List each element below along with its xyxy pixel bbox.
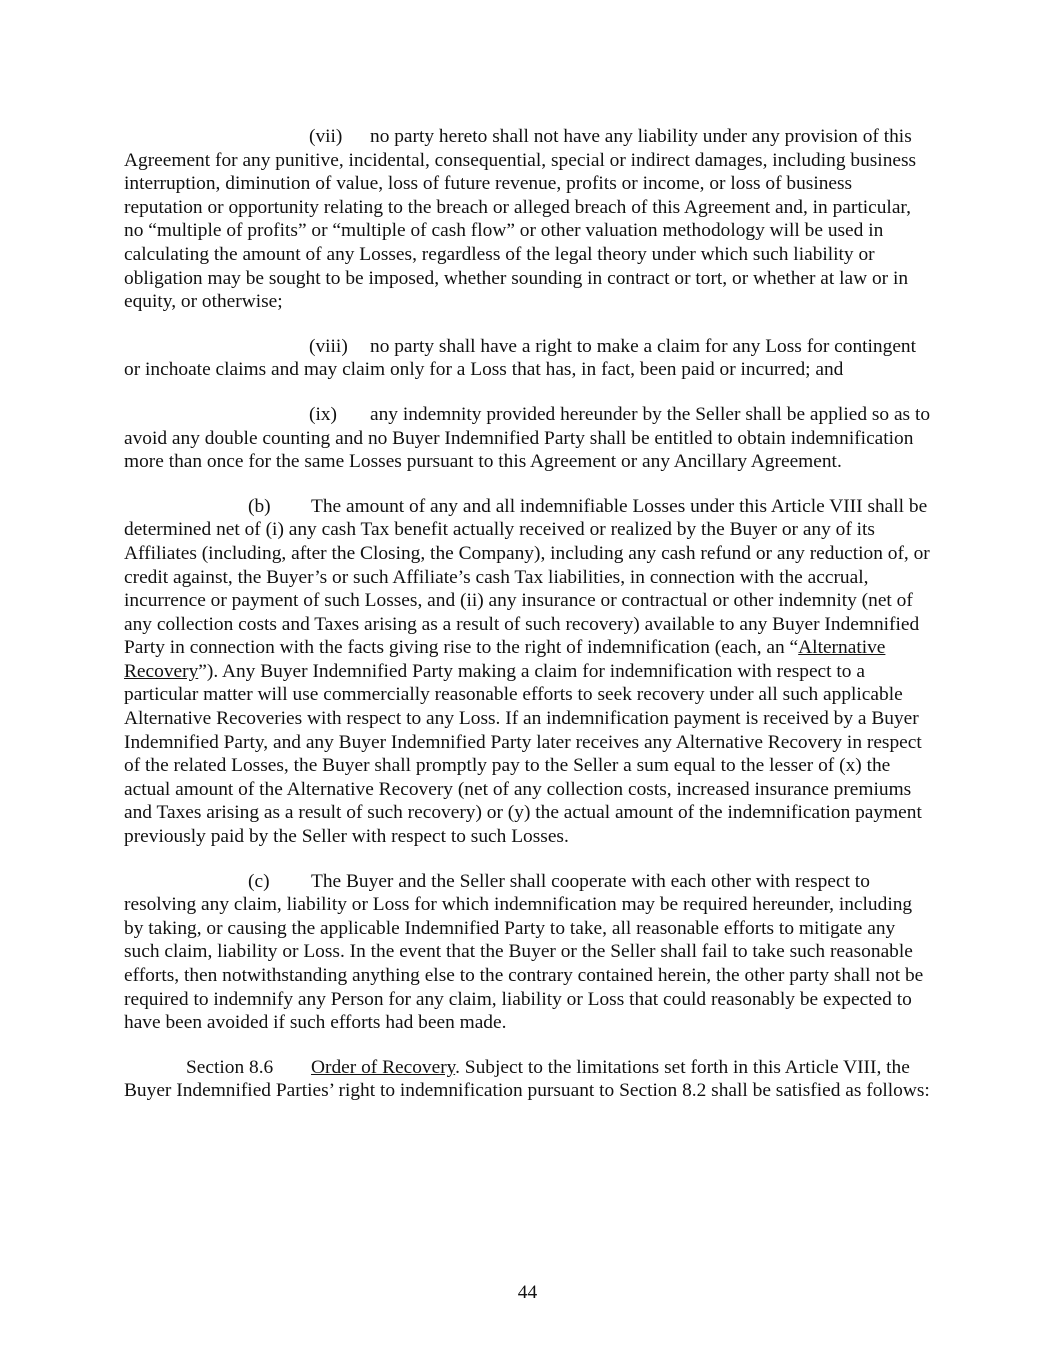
clause-marker: (viii): [309, 335, 348, 357]
defined-term: Alternative Recovery: [124, 637, 886, 682]
clause-marker: (c): [248, 870, 270, 892]
clause-viii: [124, 335, 932, 382]
clause-marker: (ix): [309, 403, 337, 425]
section-text: . Subject to the limitations set forth in this Article VIII, the Buyer Indemnified Parties’ right to indemnification pursuant to Section 8.2 shall be satisfied as follows:: [124, 1056, 930, 1102]
clause-b: [124, 495, 932, 849]
document-page: [124, 125, 932, 1124]
section-number: Section 8.6: [186, 1056, 274, 1078]
clause-text: any indemnity provided hereunder by the Seller shall be applied so as to avoid any double counting and no Buyer Indemnified Party shall be entitled to obtain indemnification more than once for the same Losses pursuant to this Agreement or any Ancillary Agreement.: [124, 403, 931, 473]
section-heading: Order of Recovery: [311, 1056, 456, 1078]
clause-c: [124, 870, 932, 1035]
clause-marker: (vii): [309, 126, 343, 147]
clause-vii: [124, 125, 932, 314]
section-8-6: [124, 1056, 932, 1103]
page-number: 44: [517, 1282, 538, 1303]
clause-text: no party shall have a right to make a claim for any Loss for contingent or inchoate claims and may claim only for a Loss that has, in fact, been paid or incurred; and: [124, 335, 917, 381]
clause-text: The amount of any and all indemnifiable Losses under this Article VIII shall be determined net of (i) any cash Tax benefit actually received or realized by the Buyer or any of its Affiliates (including, after the Closing, the Company), including any cash refund or any reduction of, or credit against, the Buyer’s or such Affiliate’s cash Tax liabilities, in connection with the accrual, incurrence or payment of such Losses, and (ii) any insurance or contractual or other indemnity (net of any collection costs and Taxes arising as a result of such recovery) available to any Buyer Indemnified Party in connection with the facts giving rise to the right of indemnification (each, an “: [124, 495, 930, 659]
clause-ix: [124, 403, 932, 474]
clause-marker: (b): [248, 495, 271, 517]
clause-text-continued: ”). Any Buyer Indemnified Party making a claim for indemnification with respect to a particular matter will use commercially reasonable efforts to seek recovery under all such applicable Alternative Recoveries with respect to any Loss. If an indemnification payment is received by a Buyer Indemnified Party, and any Buyer Indemnified Party later receives any Alternative Recovery in respect of the related Losses, the Buyer shall promptly pay to the Seller a sum equal to the lesser of (x) the actual amount of the Alternative Recovery (net of any collection costs, increased insurance premiums and Taxes arising as a result of such recovery) or (y) the actual amount of the indemnification payment previously paid by the Seller with respect to such Losses.: [124, 660, 922, 848]
clause-text: no party hereto shall not have any liability under any provision of this Agreement for any punitive, incidental, consequential, special or indirect damages, including business interruption, diminution of value, loss of future revenue, profits or income, or loss of business reputation or opportunity relating to the breach or alleged breach of this Agreement and, in particular, no “multiple of profits” or “multiple of cash flow” or other valuation methodology will be used in calculating the amount of any Losses, regardless of the legal theory under which such liability or obligation may be sought to be imposed, whether sounding in contract or tort, or whether at law or in equity, or otherwise;: [124, 126, 917, 313]
clause-text: The Buyer and the Seller shall cooperate with each other with respect to resolving any claim, liability or Loss for which indemnification may be required hereunder, including by taking, or causing the applicable Indemnified Party to take, all reasonable efforts to mitigate any such claim, liability or Loss. In the event that the Buyer or the Seller shall fail to take such reasonable efforts, then notwithstanding anything else to the contrary contained herein, the other party shall not be required to indemnify any Person for any claim, liability or Loss that could reasonably be expected to have been avoided if such efforts had been made.: [124, 870, 924, 1034]
